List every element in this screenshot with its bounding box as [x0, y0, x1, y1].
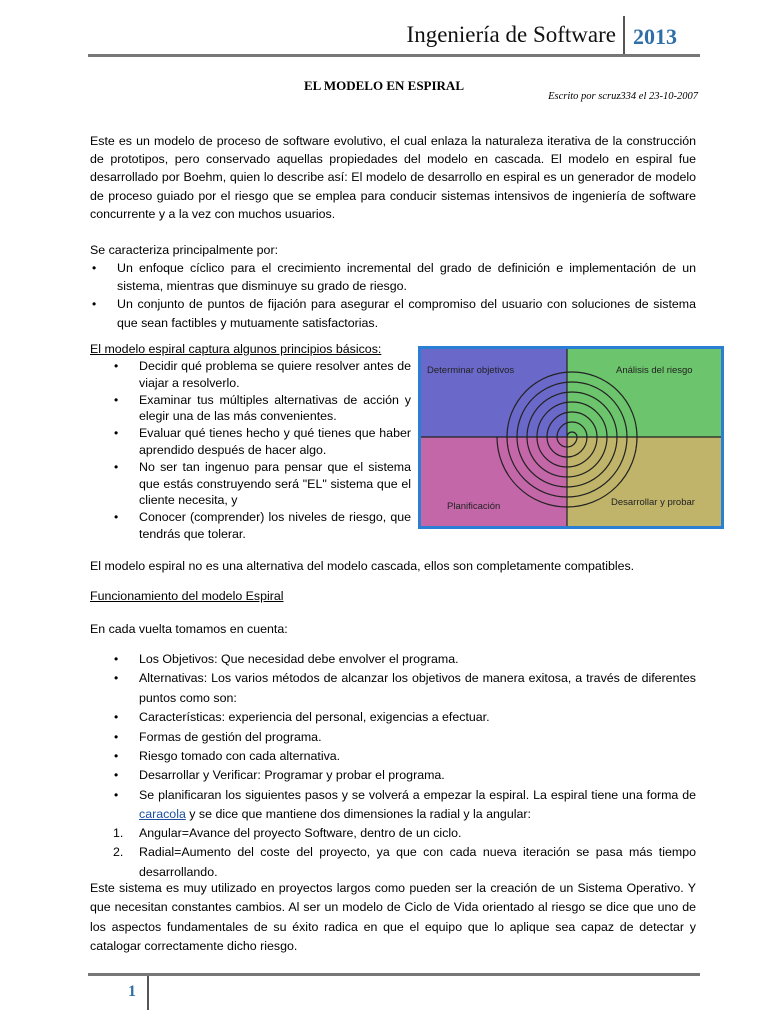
caracola-link[interactable]: caracola [139, 807, 186, 822]
list-item: • Formas de gestión del programa. [139, 728, 696, 747]
quadrant-label-1: Análisis del riesgo [616, 365, 693, 376]
characteristics-list [117, 259, 696, 332]
footer-divider [147, 976, 149, 1010]
page-number: 1 [128, 983, 136, 1000]
characteristics-intro: Se caracteriza principalmente por: [90, 243, 279, 257]
list-item: • Evaluar qué tienes hecho y qué tienes que haber aprendido después de hacer algo. [139, 425, 411, 459]
footer-rule [88, 973, 700, 976]
document-title: EL MODELO EN ESPIRAL [303, 78, 464, 93]
final-paragraph: Este sistema es muy utilizado en proyectos largos como pueden ser la creación de un Sistema Operativo. Y que necesitan constantes cambios. Al ser un modelo de Ciclo de Vida orientado al riesgo se dice que uno de los aspectos fundamentales de su éxito radica en que el equipo que lo aplique sea capaz de detectar y catalogar correctamente dicho riesgo. [90, 881, 696, 954]
intro-paragraph: Este es un modelo de proceso de software evolutivo, el cual enlaza la naturaleza iterativa de la construcción de prototipos, pero conservado aquellas propiedades del modelo en cascada. El modelo en espiral fue desarrollado por Boehm, quien lo describe así: El modelo de desarrollo en espiral es un generador de modelo de proceso guiado por el riesgo que se emplea para conducir sistemas intensivos de ingeniería de software concurrente y a la vez con muchos usuarios. [90, 134, 696, 221]
item-text: Radial=Aumento del coste del proyecto, ya que con cada nueva iteración se pasa más tiempo desarrollando. [139, 845, 696, 879]
principles-list [139, 358, 411, 543]
list-item: • No ser tan ingenuo para pensar que el sistema que estás construyendo será "EL" sistema que el cliente necesita, y [139, 459, 411, 509]
vuelta-list [139, 650, 696, 825]
header-divider [623, 16, 625, 56]
list-item [113, 824, 696, 843]
dimensions-list [113, 824, 696, 882]
list-item: • Un enfoque cíclico para el crecimiento incremental del grado de definición e implementación de un sistema, mientras que disminuye su grado de riesgo. [117, 259, 696, 295]
item-number: 1. [113, 826, 124, 840]
quadrant-label-2: Planificación [447, 501, 501, 512]
quadrant-label-0: Determinar objetivos [427, 365, 515, 376]
header-rule [88, 54, 700, 57]
list-item [113, 843, 696, 882]
quadrant-analisis [567, 349, 721, 437]
list-item: • Un conjunto de puntos de fijación para asegurar el compromiso del usuario con soluciones de sistema que sean factibles y mutuamente satisfactorias. [117, 295, 696, 331]
list-item-plan [139, 786, 696, 825]
list-item: • Alternativas: Los varios métodos de alcanzar los objetivos de manera exitosa, a través de diferentes puntos como son: [139, 669, 696, 708]
item-text: Angular=Avance del proyecto Software, dentro de un ciclo. [139, 826, 462, 840]
list-item: • Características: experiencia del personal, exigencias a efectuar. [139, 708, 696, 727]
quadrant-label-3: Desarrollar y probar [611, 497, 695, 508]
list-item: • Conocer (comprender) los niveles de riesgo, que tendrás que tolerar. [139, 509, 411, 543]
list-item: • Decidir qué problema se quiere resolver antes de viajar a resolverlo. [139, 358, 411, 392]
list-item: • Los Objetivos: Que necesidad debe envolver el programa. [139, 650, 696, 669]
spiral-svg [421, 349, 721, 526]
compat-paragraph: El modelo espiral no es una alternativa del modelo cascada, ellos son completamente compatibles. [90, 559, 635, 573]
vuelta-intro: En cada vuelta tomamos en cuenta: [90, 622, 288, 636]
list-item: • Desarrollar y Verificar: Programar y probar el programa. [139, 766, 696, 785]
list-item: • Examinar tus múltiples alternativas de acción y elegir una de las más convenientes. [139, 392, 411, 426]
plan-text-before: Se planificaran los siguientes pasos y se volverá a empezar la espiral. La espiral tiene una forma de [139, 787, 696, 802]
quadrant-determinar [421, 349, 567, 437]
plan-text-after: y se dice que mantiene dos dimensiones la radial y la angular: [185, 807, 531, 822]
list-item: • Riesgo tomado con cada alternativa. [139, 747, 696, 766]
header-year: 2013 [633, 24, 677, 49]
header-title: Ingeniería de Software [406, 22, 616, 47]
principles-heading: El modelo espiral captura algunos principios básicos: [90, 342, 382, 356]
function-heading: Funcionamiento del modelo Espiral [90, 589, 284, 603]
spiral-diagram [418, 346, 724, 529]
item-number: 2. [113, 845, 124, 860]
author-line: Escrito por scruz334 el 23-10-2007 [548, 91, 698, 102]
